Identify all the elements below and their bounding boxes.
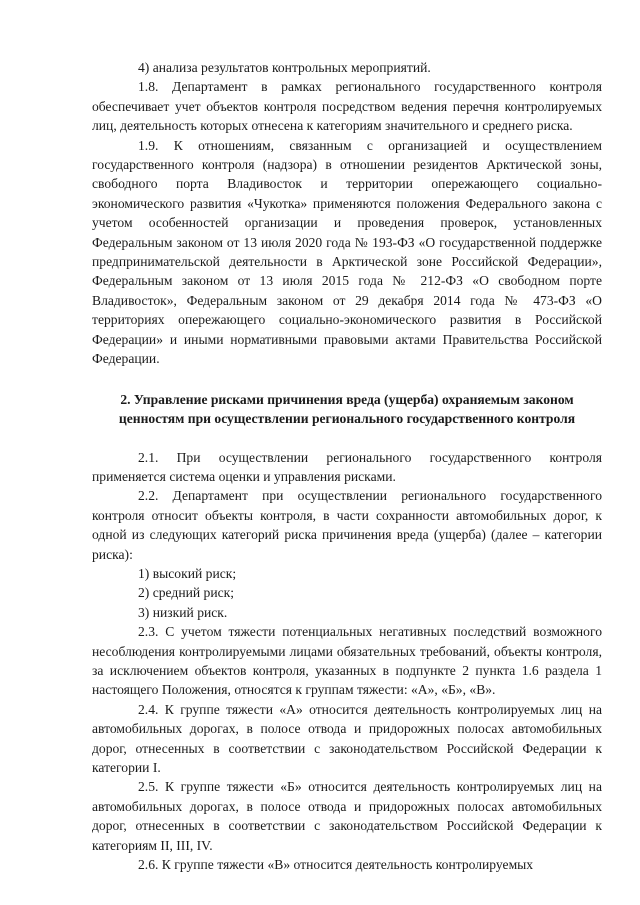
paragraph-1-9: 1.9. К отношениям, связанным с организацией и осуществлением государственного контроля (надзора) в отношении резидентов Арктической зоны, свободного порта Владивосток и территории опережающего социально-экономического развития «Чукотка» применяются положения Федерального закона с учетом особенностей организации и проведения проверок, установленных Федеральным законом от 13 июля 2020 года № 193-ФЗ «О государственной поддержке предпринимательской деятельности в Арктической зоне Российской Федерации», Федеральным законом от 13 июля 2015 года № 212-ФЗ «О свободном порте Владивосток», Федеральным законом от 29 декабря 2014 года № 473-ФЗ «О территориях опережающего социально-экономического развития в Российской Федерации» и иными нормативными правовыми актами Правительства Российской Федерации. xyxy=(92,137,602,367)
paragraph-2-6: 2.6. К группе тяжести «В» относится деятельность контролируемых xyxy=(138,857,534,873)
document-page xyxy=(92,58,602,874)
paragraph-1-8: 1.8. Департамент в рамках регионального государственного контроля обеспечивает учет объектов контроля посредством ведения перечня контролируемых лиц, деятельность которых отнесена к категориям значительного и среднего риска. xyxy=(92,79,602,134)
section-2-heading: 2. Управление рисками причинения вреда (ущерба) охраняемым законом ценностям при осуществлении регионального государственного контроля xyxy=(118,391,576,426)
list-item-medium-risk: 2) средний риск; xyxy=(138,585,235,601)
paragraph-2-5: 2.5. К группе тяжести «Б» относится деятельность контролируемых лиц на автомобильных дорогах, в полосе отвода и придорожных полосах автомобильных дорог, отнесенных в соответствии с законодательством Российской Федерации к категориям II, III, IV. xyxy=(92,779,602,853)
paragraph-2-4: 2.4. К группе тяжести «А» относится деятельность контролируемых лиц на автомобильных дорогах, в полосе отвода и придорожных полосах автомобильных дорог, отнесенных в соответствии с законодательством Российской Федерации к категории I. xyxy=(92,701,602,775)
list-item-low-risk: 3) низкий риск. xyxy=(138,604,228,620)
paragraph-2-1: 2.1. При осуществлении регионального государственного контроля применяется система оценки и управления рисками. xyxy=(92,449,602,484)
list-item-high-risk: 1) высокий риск; xyxy=(138,565,237,581)
paragraph-2-2: 2.2. Департамент при осуществлении регионального государственного контроля относит объекты контроля, в части сохранности автомобильных дорог, к одной из следующих категорий риска причинения вреда (ущерба) (далее – категории риска): xyxy=(92,488,602,562)
paragraph-2-3: 2.3. С учетом тяжести потенциальных негативных последствий возможного несоблюдения контролируемыми лицами обязательных требований, объекты контроля, за исключением объектов контроля, указанных в подпункте 2 пункта 1.6 раздела 1 настоящего Положения, относятся к группам тяжести: «А», «Б», «В». xyxy=(92,624,602,698)
paragraph-item-4: 4) анализа результатов контрольных мероприятий. xyxy=(138,60,431,75)
